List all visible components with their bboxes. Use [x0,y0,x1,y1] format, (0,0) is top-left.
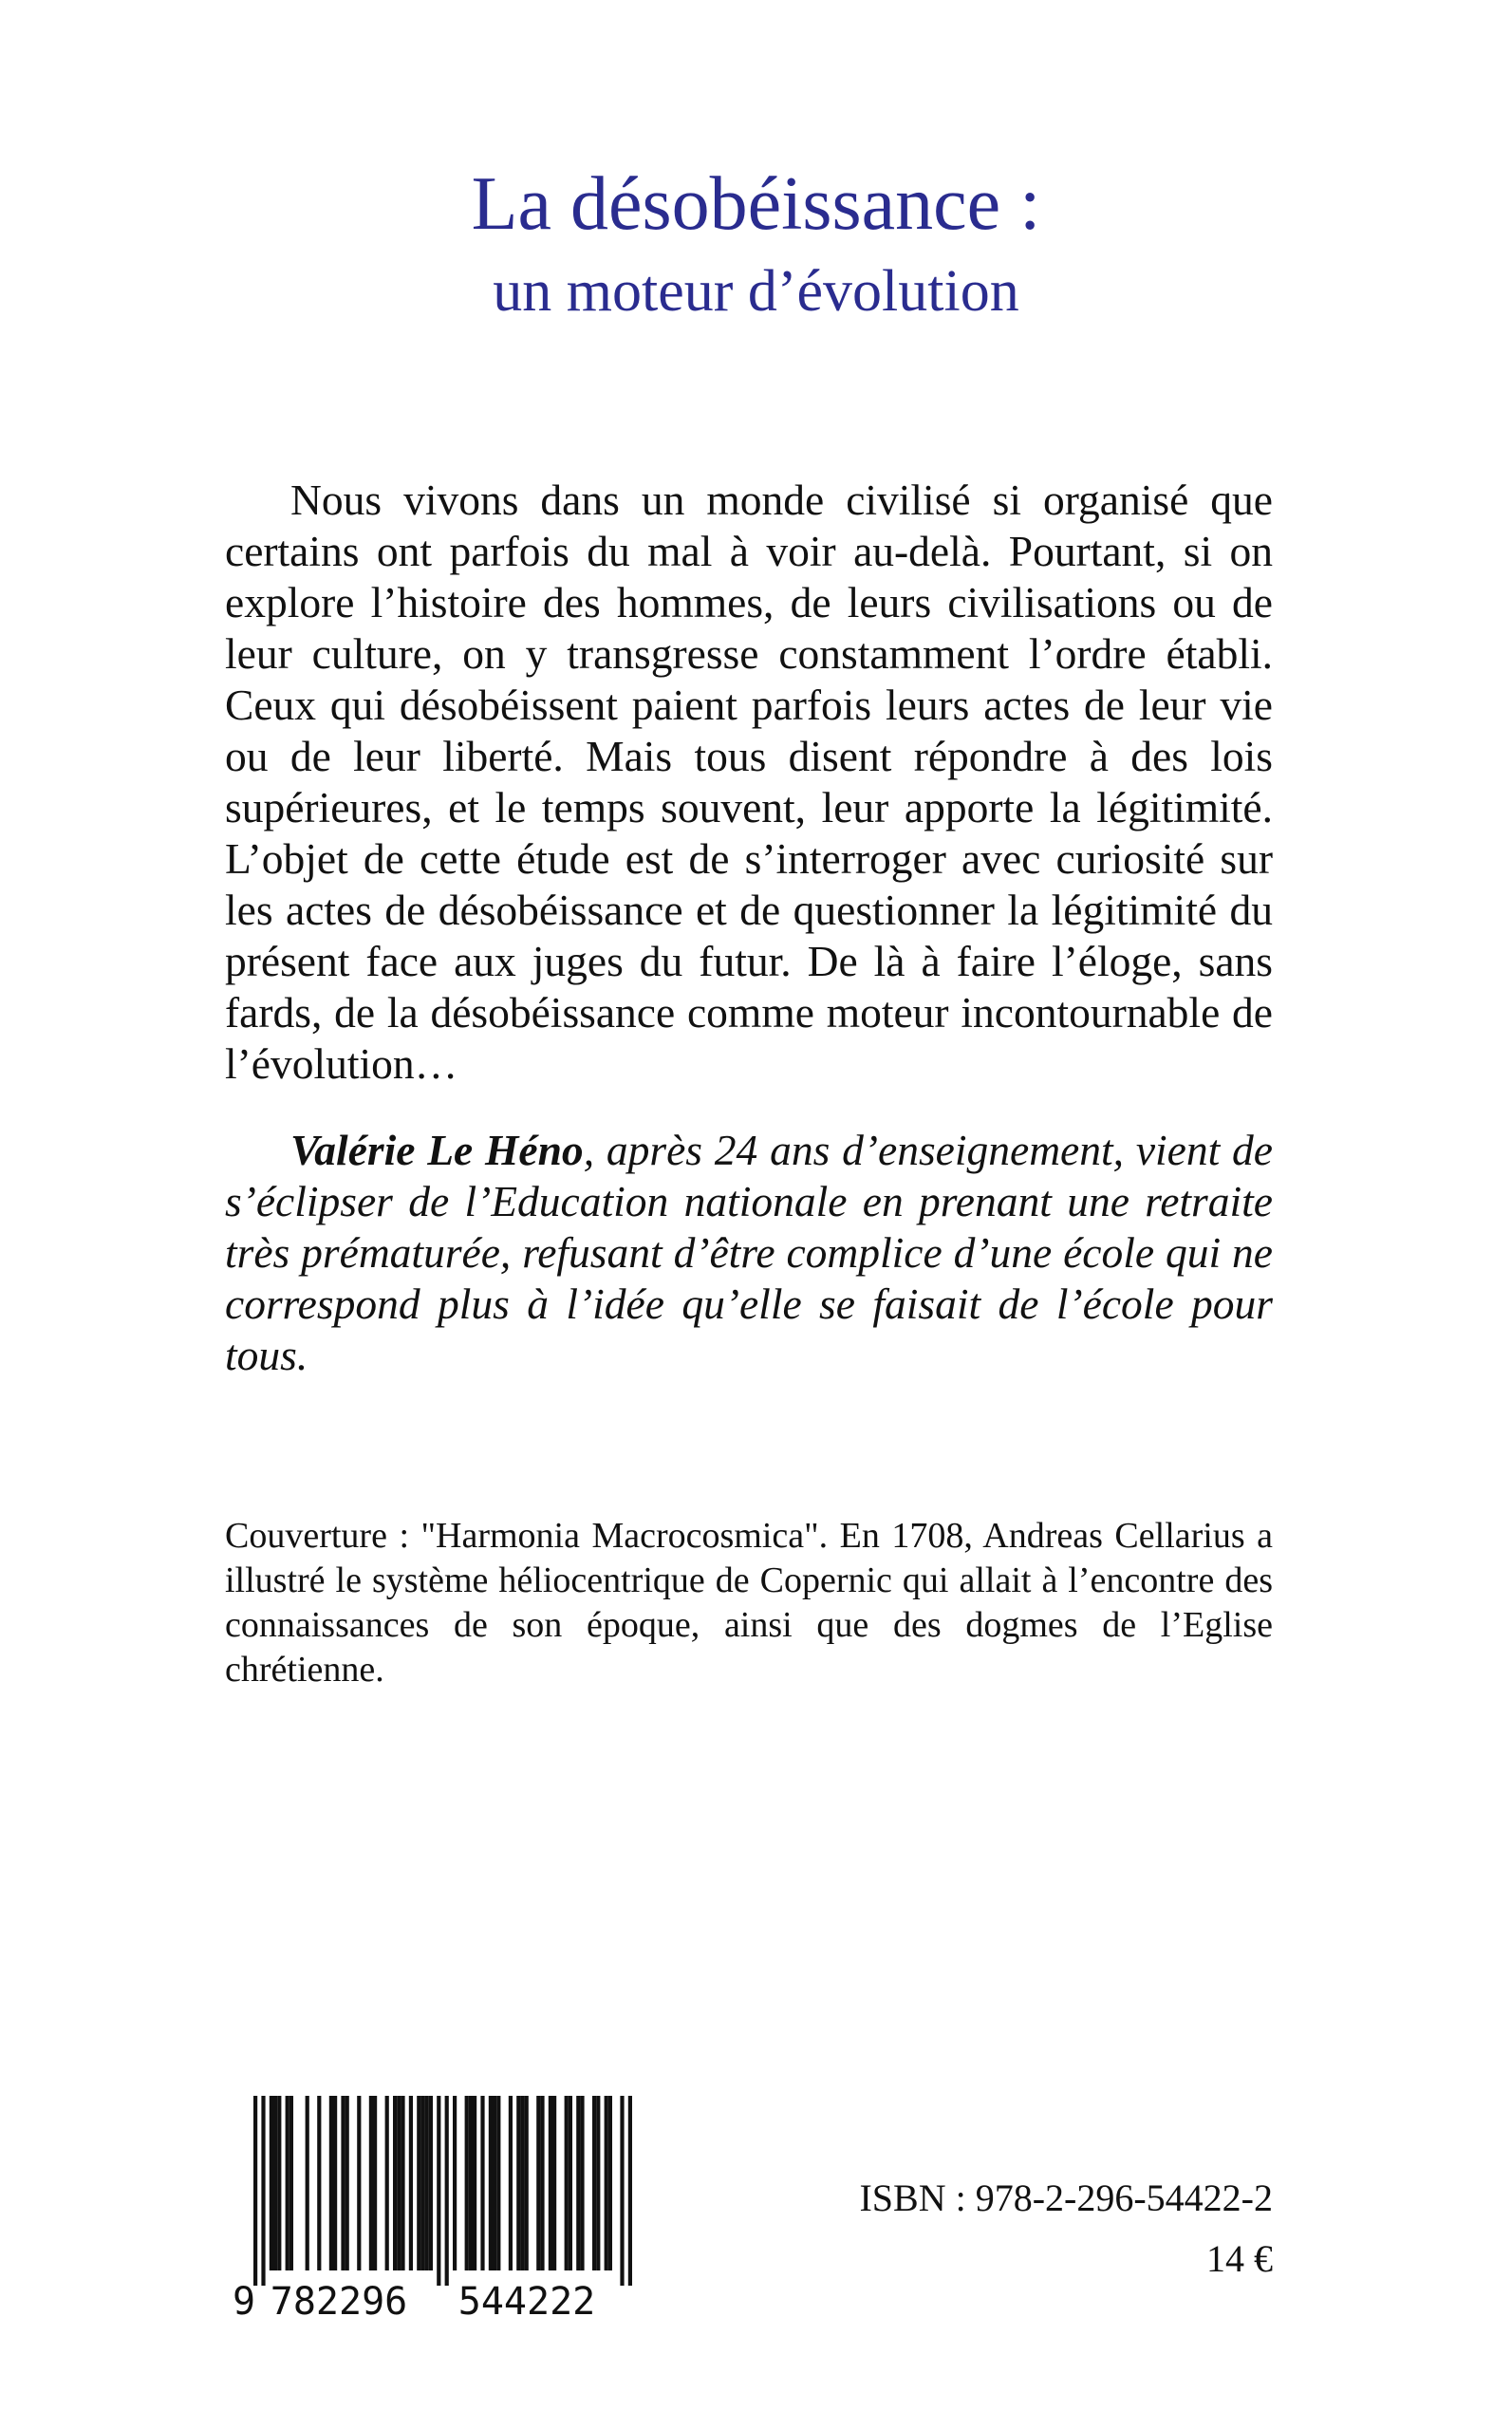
book-subtitle: un moteur d’évolution [493,259,1019,324]
barcode-left-digits: 782296 [270,2280,408,2320]
barcode-bar [333,2096,337,2270]
barcode-bar [569,2096,572,2270]
barcode-bar [273,2096,277,2270]
barcode-bar [525,2096,529,2270]
barcode-bar [397,2096,401,2270]
barcode-bar [329,2096,333,2270]
summary-paragraph: Nous vivons dans un monde civilisé si organisé que certains ont parfois du mal à voir au-delà. Pourtant, si on explore l’histoire des hommes, de leurs civilisations ou de leur culture, on y transgresse constamment l’ordre établi. Ceux qui désobéissent paient parfois leurs actes de leur vie ou de leur liberté. Mais tous disent répondre à des lois supérieures, et le temps souvent, leur apporte la légitimité. L’objet de cette étude est de s’interroger avec curiosité sur les actes de désobéissance et de questionner la légitimité du présent face aux juges du futur. De là à faire l’éloge, sans fards, de la désobéissance comme moteur incontournable de l’évolution… [225,476,1273,1088]
barcode-bar [605,2096,608,2270]
barcode-bar [536,2096,540,2270]
barcode-bar [445,2096,449,2286]
barcode-bar [385,2096,389,2270]
barcode-bar [253,2096,257,2286]
barcode-bar [270,2096,273,2270]
barcode-bar [628,2096,632,2286]
barcode-bar [576,2096,580,2270]
barcode-bar [453,2096,457,2270]
isbn: ISBN : 978-2-296-54422-2 [859,2176,1273,2219]
barcode-bar [580,2096,584,2270]
barcode-bar [289,2096,293,2270]
barcode-bar [520,2096,524,2270]
barcode-bar [306,2096,309,2270]
barcode-bar [496,2096,500,2270]
barcode-bar [480,2096,484,2270]
barcode-bar [469,2096,473,2270]
barcode-first-digit: 9 [233,2280,256,2320]
barcode-bar [286,2096,289,2270]
barcode-bar [437,2096,440,2286]
barcode-bars [253,2096,632,2286]
barcode-bar [393,2096,397,2270]
barcode-right-digits: 544222 [457,2280,596,2320]
barcode-bar [565,2096,569,2270]
barcode-bar [549,2096,552,2270]
barcode-bar [409,2096,413,2270]
barcode-bar [540,2096,544,2270]
barcode-bar [341,2096,345,2270]
barcode-bar [516,2096,520,2270]
barcode-bar [592,2096,596,2270]
barcode-bar [261,2096,265,2286]
author-bio-text: , après 24 ans d’enseignement, vient de s’éclipser de l’Education nationale en prenant une retraite très prématurée, refusant d’être complice d’une école qui ne correspond plus à l’idée qu’elle se faisait de l’école pour tous. [225,1126,1273,1379]
barcode [225,2096,633,2320]
barcode-bar [596,2096,600,2270]
barcode-bar [493,2096,496,2270]
barcode-bar [317,2096,321,2270]
barcode-bar [401,2096,404,2270]
barcode-bar [425,2096,429,2270]
author-name: Valérie Le Héno [290,1126,584,1174]
barcode-bar [429,2096,433,2270]
barcode-bar [608,2096,612,2270]
book-title: La désobéissance : [471,162,1041,246]
barcode-bar [465,2096,469,2270]
barcode-bar [345,2096,349,2270]
barcode-bar [373,2096,377,2270]
barcode-bar [552,2096,556,2270]
barcode-bar [420,2096,424,2270]
barcode-bar [417,2096,420,2270]
barcode-bar [473,2096,476,2270]
author-bio [225,1125,1273,1381]
barcode-bar [489,2096,493,2270]
barcode-bar [357,2096,361,2270]
price: 14 € [1206,2237,1273,2280]
barcode-bar [369,2096,373,2270]
cover-credit: Couverture : "Harmonia Macrocosmica". En 1708, Andreas Cellarius a illustré le système héliocentrique de Copernic qui allait à l’encontre des connaissances de son époque, ainsi que des dogmes de l’Eglise chrétienne. [225,1516,1273,1690]
barcode-bar [277,2096,281,2270]
barcode-bar [620,2096,624,2286]
barcode-bar [509,2096,513,2270]
